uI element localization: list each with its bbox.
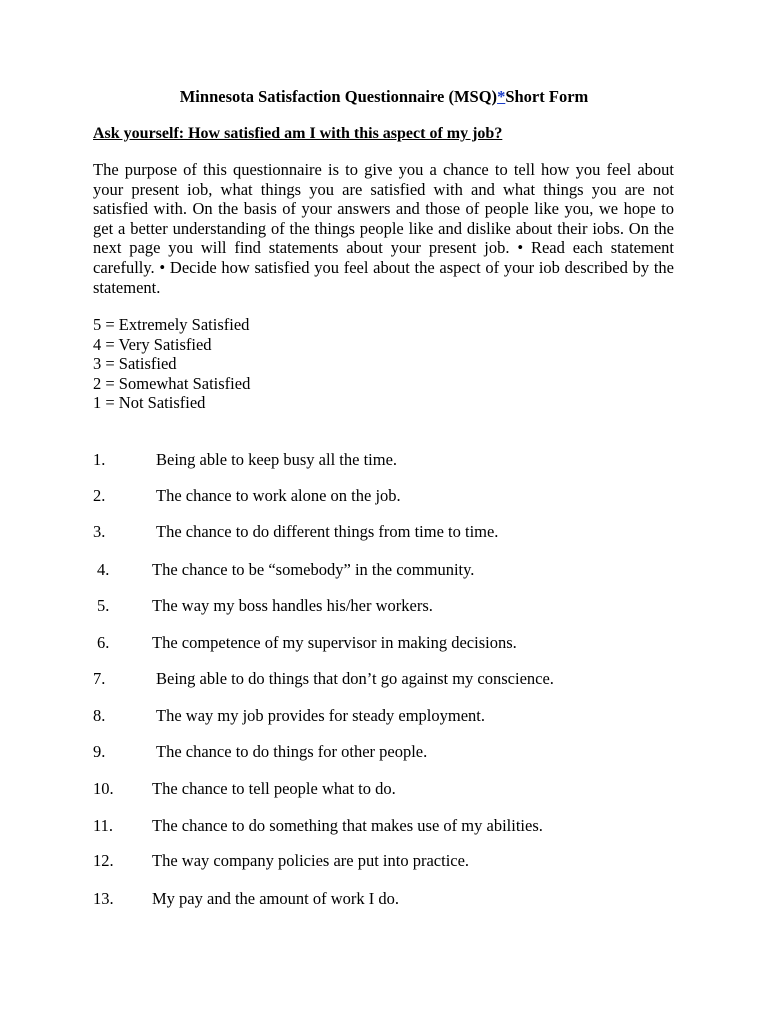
title-suffix: Short Form — [505, 87, 589, 106]
question-text: The chance to do something that makes use of my abilities. — [152, 816, 543, 835]
question-number: 8. — [93, 706, 106, 725]
question-number: 9. — [93, 742, 106, 761]
intro-paragraph: The purpose of this questionnaire is to give you a chance to tell how you feel about your present iob, what things you are satisfied with and what things you are not satisfied with. On the basis of your answers and those of people like you, we hope to get a better understanding of the things people like and dislike about their iobs. On the next page you will find statements about your present job. • Read each statement carefully. • Decide how satisfied you feel about the aspect of your iob described by the statement. — [93, 160, 674, 297]
question-text: Being able to keep busy all the time. — [156, 450, 398, 469]
question-number: 5. — [97, 596, 110, 615]
question-text: The way company policies are put into practice. — [152, 851, 470, 870]
question-text: The chance to do things for other people. — [156, 742, 428, 761]
question-text: The chance to do different things from time to time. — [156, 522, 499, 541]
title-prefix: Minnesota Satisfaction Questionnaire (MSQ) — [179, 87, 498, 106]
instruction-heading: Ask yourself: How satisfied am I with this aspect of my job? — [93, 125, 503, 142]
question-number: 2. — [93, 486, 106, 505]
question-number: 4. — [97, 560, 110, 579]
title-asterisk-link[interactable]: * — [497, 87, 506, 106]
question-number: 10. — [93, 779, 114, 798]
scale-item: 5 = Extremely Satisfied — [93, 315, 250, 334]
question-text: The chance to work alone on the job. — [156, 486, 401, 505]
scale-item: 3 = Satisfied — [93, 354, 177, 373]
scale-item: 4 = Very Satisfied — [93, 334, 212, 354]
question-number: 6. — [97, 633, 110, 652]
question-text: The way my job provides for steady employment. — [156, 706, 486, 725]
question-text: The way my boss handles his/her workers. — [152, 596, 433, 615]
question-number: 3. — [93, 522, 106, 541]
page-title — [0, 87, 768, 107]
question-number: 12. — [93, 851, 114, 870]
question-number: 1. — [93, 450, 106, 469]
question-number: 13. — [93, 889, 114, 908]
question-number: 11. — [93, 816, 114, 835]
question-text: My pay and the amount of work I do. — [152, 889, 399, 908]
question-number: 7. — [93, 669, 106, 688]
question-text: The chance to tell people what to do. — [152, 779, 396, 798]
rating-scale — [93, 315, 250, 413]
question-text: The competence of my supervisor in making decisions. — [152, 633, 517, 652]
question-text: Being able to do things that don’t go against my conscience. — [156, 669, 554, 688]
scale-item: 2 = Somewhat Satisfied — [93, 373, 251, 393]
scale-item: 1 = Not Satisfied — [93, 393, 206, 412]
question-text: The chance to be “somebody” in the community. — [152, 560, 475, 579]
